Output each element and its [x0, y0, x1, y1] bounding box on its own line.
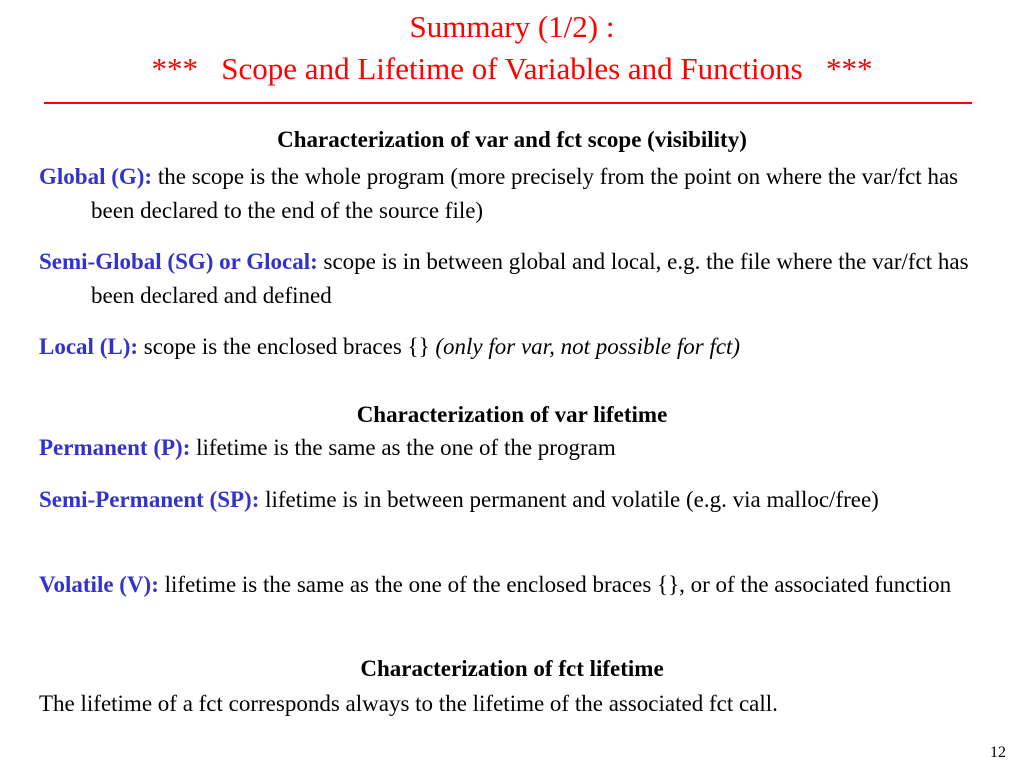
scope-heading: Characterization of var and fct scope (visibility): [277, 127, 747, 152]
scope-global-text: the scope is the whole program (more precisely from the point on where the var/fct has been declared to the end of the source file): [91, 164, 959, 223]
term-permanent: Permanent (P):: [39, 435, 191, 460]
scope-local-paragraph: [39, 330, 969, 364]
scope-local-note: (only for var, not possible for fct): [435, 334, 741, 359]
scope-local-text: scope is the enclosed braces {}: [138, 334, 436, 359]
term-volatile: Volatile (V):: [39, 572, 159, 597]
term-global: Global (G):: [39, 164, 153, 189]
title-line-1: Summary (1/2) :: [409, 9, 615, 44]
fct-lifetime-paragraph: [39, 687, 969, 721]
term-semi-global: Semi-Global (SG) or Glocal:: [39, 249, 318, 274]
page-number: 12: [990, 744, 1006, 761]
title-divider: [44, 102, 972, 104]
lifetime-semi-permanent-paragraph: [39, 483, 969, 517]
fct-lifetime-heading: Characterization of fct lifetime: [360, 656, 664, 681]
slide-title: [0, 6, 1024, 90]
var-lifetime-heading: Characterization of var lifetime: [356, 402, 668, 427]
lifetime-permanent-paragraph: [39, 431, 969, 465]
fct-lifetime-text: The lifetime of a fct corresponds always to the lifetime of the associated fct call.: [39, 691, 778, 716]
term-local: Local (L):: [39, 334, 139, 359]
term-semi-permanent: Semi-Permanent (SP):: [39, 487, 260, 512]
title-line-2: *** Scope and Lifetime of Variables and Functions ***: [151, 51, 873, 86]
scope-semi-global-text: scope is in between global and local, e.g. the file where the var/fct has been declared and defined: [91, 249, 969, 308]
lifetime-permanent-text: lifetime is the same as the one of the program: [190, 435, 616, 460]
lifetime-semi-permanent-text: lifetime is in between permanent and volatile (e.g. via malloc/free): [259, 487, 879, 512]
scope-semi-global-paragraph: [39, 245, 969, 313]
scope-global-paragraph: [39, 160, 969, 228]
lifetime-volatile-text: lifetime is the same as the one of the enclosed braces {}, or of the associated function: [158, 572, 952, 597]
lifetime-volatile-paragraph: [39, 568, 969, 602]
